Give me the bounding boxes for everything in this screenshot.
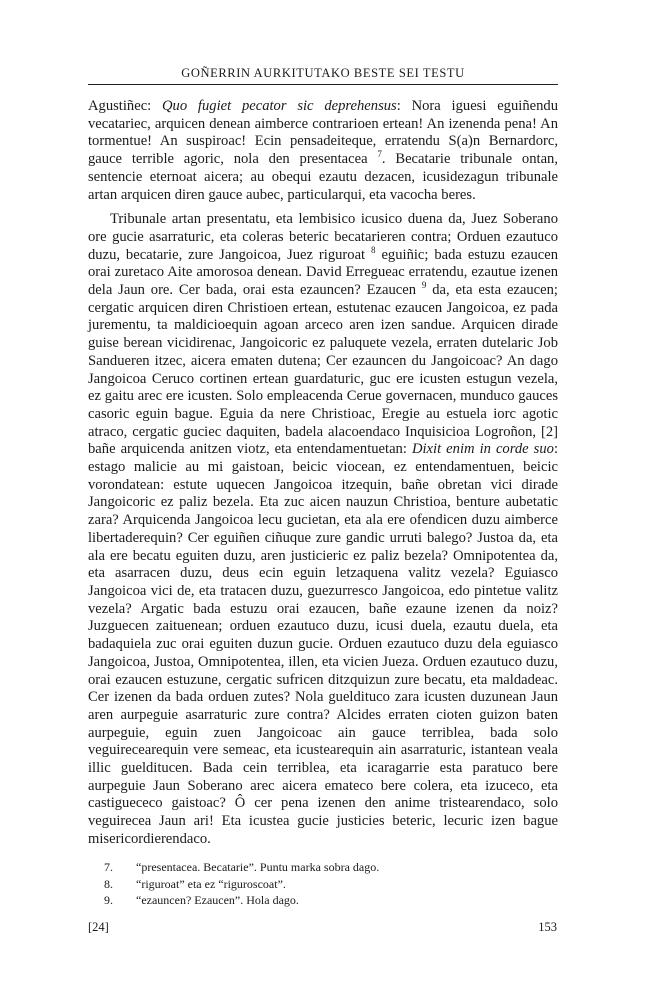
body-text bbox=[88, 98, 558, 849]
latin-quote-1: Quo fugiet pecator sic deprehensus bbox=[162, 98, 397, 114]
footnote-number: 9. bbox=[104, 893, 113, 907]
paragraph-1-lead: Agustiñec: bbox=[88, 98, 163, 114]
paragraph-1 bbox=[88, 98, 558, 204]
footnote-number: 8. bbox=[104, 876, 113, 891]
running-head: GOÑERRIN AURKITUTAKO BESTE SEI TESTU bbox=[181, 66, 465, 80]
footnote-9 bbox=[88, 892, 558, 909]
paragraph-1-text-b: . Becatarie tribunale ontan, sentencie eternoat aicera; au obequi ezautu dezacen, icusidezagun tribunale artan arquicen diren gauce aubec, particularqui, eta vacocha beres. bbox=[88, 151, 558, 203]
footnote-7 bbox=[88, 859, 558, 876]
paragraph-1-text-a: : Nora iguesi eguiñendu vecatariec, arquicen denean aimberce contrarioen ertean! An izenenda pena! An tormentue! An suspiroac! Ecin pensadeiteque, erratendu S(a)n Bernardorc, gauce terrible agoric, nola den presentacea bbox=[88, 98, 558, 168]
paragraph-2-text-c: da, eta esta ezaucen; cergatic arquicen diren Christioen ertean, estutenac ezaucen Jangoicoa, ez pada jurementu, ta maldicioequin agoan arceco aren izen sandue. Arquicen dirade guise berean vicidirenac, Jangoicoric ez paluquete vezela, erraten dutelaric Job Sandueren itzec, aicera ematen dutena; Cer ezauncen du Jangoicoac? An dago Jangoicoa Ceruco cortinen ertean guardaturic, guc ere icusten estugun vezela, ez gaitu arec ere icusten. Solo empleacenda Cerue governacen, munduco gauces casoric eguin bague. Eguia da nere Christioac, Eregie au estuela iorc agotic atraco, cergatic guciec daquiten, badela alacoendaco Inquisicioa Logroñon, [2] bañe arquicenda anitzen viotz, eta entendamentuetan: bbox=[88, 282, 558, 458]
footnote-text: “riguroat” eta ez “riguroscoat”. bbox=[136, 876, 286, 891]
header-rule bbox=[88, 84, 558, 85]
paragraph-2-text-d: : estago malicie au mi gaistoan, beicic viocean, ez entendamentuen, beicic vorondatean: estute uquecen Jangoicoa itzequin, bañe obretan vici dirade Jangoicoric ez paliz bezela. Eta zuc aicen nauzun Christioa, benture aubetatic zara? Arquicenda Jangoicoa lecu gucietan, eta ala ere ofendicen duzu aimberce libertaderequin? Cer eguiñen ciñuque zure gandic urruti balego? Justoa da, eta ala ere becatu eguiten duzu, aren justicieric ez paliz bezela? Omnipotentea da, eta asarracen duzu, deus ecin eguin letzaquena valitz vezela? Eguiasco Jangoicoa vici de, eta tratacen duzu, guezurresco Jangoicoa, edo pintetue valitz vezela? Argatic bada estuzu orai ezaucen, bañe ezaune izenen da noiz? Juzguecen zaituenean; orduen ezautuco duzu, icusi duela, ezautu duela, eta badaquiela zuc orai eguiten duzun gucie. Orduen ezautuco duzu dela eguiasco Jangoicoa, Justoa, Omnipotentea, illen, eta vicien Jueza. Orduen ezautuco duzu, orai ezaucen estuzune, cergatic sufricen ditzquizun zure becatu, eta maldadeac. Cer izenen da bada orduen zutes? Nola guelditucо zara icusten duzunean Jaun aren aurpeguie asarraturic zure contra? Alcides erraten cioten guizon baten aurpeguie, eguin zuen Jangoicoac ain gauce terriblea, bada solo veguirecearequin vere semeac, eta icustearequin ain asarraturic, istantean veala illic guelditucen. Bada cein terriblea, eta icaragarrie esta paratuco bere aurpeguie Jaun Soberano arec aicera emateco bere colera, eta izuceco, eta castiguececo gaistoac? Ô cer pena izenen den anime tristearendaco, solo veguirecea Jaun ari! Eta icustea gucie justicies beteric, lecuric izen bague misericordierendaco. bbox=[88, 441, 559, 847]
footnotes bbox=[88, 859, 558, 909]
footnote-8 bbox=[88, 876, 558, 893]
footnote-ref-7: 7 bbox=[377, 149, 382, 160]
paragraph-2-text-b: eguiñic; bada estuzu ezaucen orai zuretaco Aite amorosoa denean. David Erregueac erratendu, ezautue izenen dela Jaun ore. Cer bada, orai esta ezauncen? Ezaucen bbox=[88, 246, 558, 299]
footnote-text: “presentacea. Becatarie”. Puntu marka sobra dago. bbox=[136, 860, 380, 874]
footnote-ref-8: 8 bbox=[371, 244, 376, 255]
latin-quote-2: Dixit enim in corde suo bbox=[411, 441, 554, 458]
footnote-ref-9: 9 bbox=[421, 280, 427, 291]
footnote-number: 7. bbox=[104, 860, 113, 874]
paragraph-2 bbox=[88, 211, 558, 848]
page-number: 153 bbox=[538, 920, 557, 934]
paragraph-2-text-a: Tribunale artan presentatu, eta lembisico icusico duena da, Juez Soberano ore gucie asarraturic, eta coleras beteric becatarieren contra; Orduen ezautuco duzu, becatarie, zure Jangoicoa, Juez riguroat bbox=[88, 211, 558, 263]
footnote-text: “ezauncen? Ezaucen”. Hola dago. bbox=[136, 893, 299, 907]
page-tag: [24] bbox=[88, 920, 109, 934]
